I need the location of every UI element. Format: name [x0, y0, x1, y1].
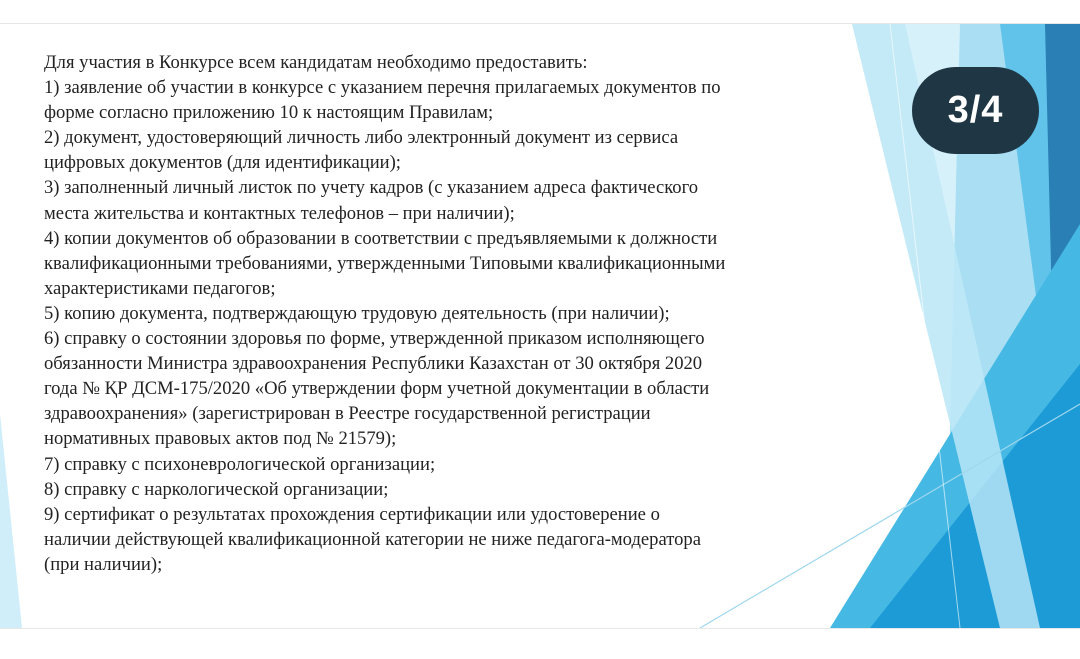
intro-line: Для участия в Конкурсе всем кандидатам необходимо предоставить:: [44, 52, 588, 73]
text-line: 9) сертификат о результатах прохождения сертификации или удостоверение о: [44, 503, 660, 525]
text-line: 4) копии документов об образовании в соответствии с предъявляемыми к должности: [44, 227, 718, 249]
text-line: нормативных правовых актов под № 21579);: [44, 428, 397, 450]
bottom-bar: [0, 628, 1080, 659]
text-line: 2) документ, удостоверяющий личность либо электронный документ из сервиса: [44, 127, 679, 149]
text-line: 8) справку с наркологической организации;: [44, 478, 389, 500]
text-line: наличии действующей квалификационной категории не ниже педагога-модератора: [44, 528, 701, 550]
text-line: 5) копию документа, подтверждающую трудовую деятельность (при наличии);: [44, 302, 670, 324]
document-body-text: [44, 50, 834, 577]
text-line: квалификационными требованиями, утвержденными Типовыми квалификационными: [44, 252, 726, 274]
text-line: места жительства и контактных телефонов – при наличии);: [44, 202, 515, 224]
text-line: (при наличии);: [44, 553, 163, 575]
text-line: 3) заполненный личный листок по учету кадров (с указанием адреса фактического: [44, 177, 699, 199]
text-line: цифровых документов (для идентификации);: [44, 152, 401, 174]
text-line: здравоохранения» (зарегистрирован в Реестре государственной регистрации: [44, 403, 651, 425]
text-line: форме согласно приложению 10 к настоящим Правилам;: [44, 102, 494, 124]
text-line: 1) заявление об участии в конкурсе с указанием перечня прилагаемых документов по: [44, 77, 721, 99]
text-line: 6) справку о состоянии здоровья по форме, утвержденной приказом исполняющего: [44, 328, 705, 350]
page-indicator-badge: 3/4: [912, 67, 1039, 154]
text-line: обязанности Министра здравоохранения Республики Казахстан от 30 октября 2020: [44, 353, 703, 375]
text-line: 7) справку с психоневрологической организации;: [44, 453, 436, 475]
text-line: года № ҚР ДСМ-175/2020 «Об утверждении форм учетной документации в области: [44, 378, 710, 400]
text-line: характеристиками педагогов;: [44, 277, 276, 299]
